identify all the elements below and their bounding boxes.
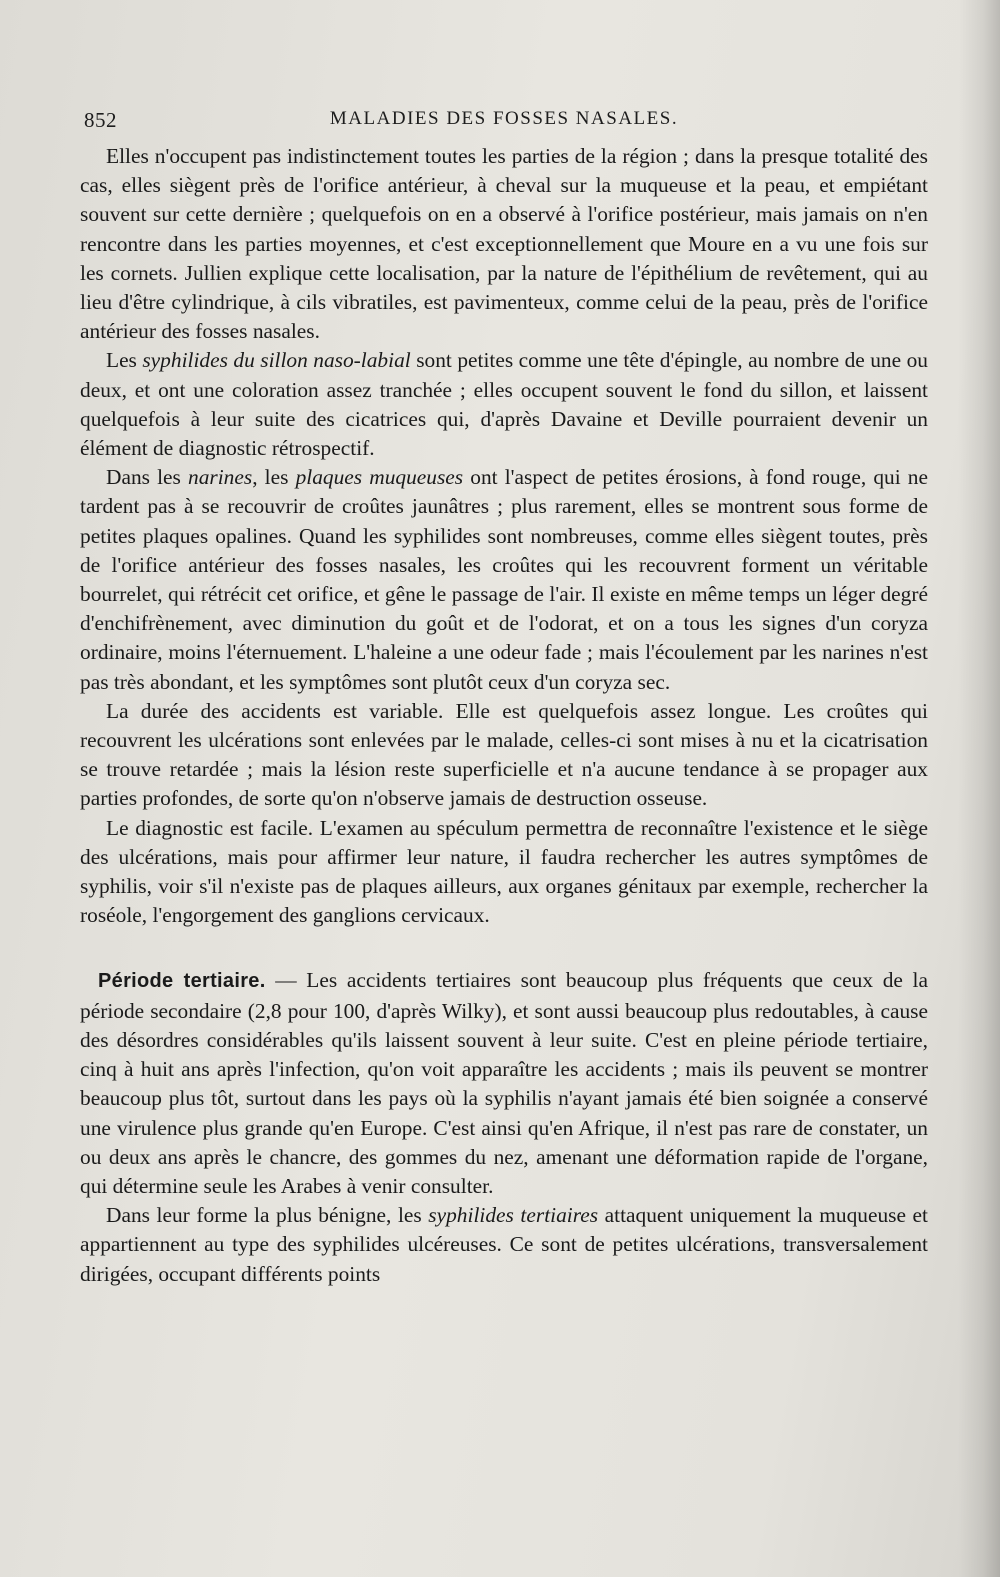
section-heading: Période tertiaire. [98,970,266,993]
paragraph: Elles n'occupent pas indistinctement toutes les parties de la région ; dans la presque totalité des cas, elles siègent près de l'orifice antérieur, à cheval sur la muqueuse et la peau, et empiétant souvent sur cette dernière ; quelquefois on en a observé à l'orifice postérieur, mais jamais on n'en rencontre dans les parties moyennes, et c'est exceptionnellement que Moure en a vu une fois sur les cornets. Jullien explique cette localisation, par la nature de l'épithélium de revêtement, qui au lieu d'être cylindrique, à cils vibratiles, est pavimenteux, comme celui de la peau, près de l'orifice antérieur des fosses nasales. [80,144,928,344]
paragraph: Le diagnostic est facile. L'examen au spéculum permettra de reconnaître l'existence et le siège des ulcérations, mais pour affirmer leur nature, il faudra rechercher les autres symptômes de syphilis, voir s'il n'existe pas de plaques ailleurs, aux organes génitaux par exemple, rechercher la roséole, l'engorgement des ganglions cervicaux. [80,815,928,928]
paragraph-text: , les [252,465,296,490]
page-header [84,108,924,142]
paragraph: La durée des accidents est variable. Elle est quelquefois assez longue. Les croûtes qui recouvrent les ulcérations sont enlevées par le malade, celles-ci sont mises à nu et la cicatrisation se trouve retardée ; mais la lésion reste superficielle et n'a aucune tendance à se propager aux parties profondes, de sorte qu'on n'observe jamais de destruction osseuse. [80,698,928,811]
running-title: MALADIES DES FOSSES NASALES. [329,108,679,129]
paragraph-text: attaquent uniquement la muqueuse et appartiennent au type des syphilides ulcéreuses. Ce sont de petites ulcérations, transversalement dirigées, occupant différents points [80,1203,928,1286]
paragraph-text: Dans les [106,465,188,490]
page-edge-shadow [958,0,1000,1577]
section-paragraph [80,966,928,1201]
paragraph [80,463,928,697]
body-text [80,142,928,1289]
paragraph-text: Les [106,348,143,373]
page-number: 852 [84,108,117,132]
italic-term: plaques muqueuses [295,465,464,490]
italic-term: narines [188,465,253,490]
paragraph-text: Dans leur forme la plus bénigne, les [106,1203,429,1228]
paragraph [80,346,928,463]
paragraph-text: — Les accidents tertiaires sont beaucoup plus fréquents que ceux de la période secondaire (2,8 pour 100, d'après Wilky), et sont aussi beaucoup plus redoutables, à cause des désordres considérables qu'ils laissent souvent à leur suite. C'est en pleine période tertiaire, cinq à huit ans après l'infection, qu'on voit apparaître les accidents ; mais ils peuvent se montrer beaucoup plus tôt, surtout dans les pays où la syphilis n'ayant jamais été bien soignée a conservé une virulence plus grande qu'en Europe. C'est ainsi qu'en Afrique, il n'est pas rare de constater, un ou deux ans après le chancre, des gommes du nez, amenant une déformation rapide de l'organe, qui détermine seule les Arabes à venir consulter. [80,968,928,1198]
italic-term: syphilides du sillon naso-labial [142,348,411,373]
italic-term: syphilides tertiaires [428,1203,599,1228]
paragraph-text: ont l'aspect de petites érosions, à fond rouge, qui ne tardent pas à se recouvrir de croûtes jaunâtres ; plus rarement, elles se montrent sous forme de petites plaques opalines. Quand les syphilides sont nombreuses, comme elles siègent toutes, près de l'orifice antérieur des fosses nasales, les croûtes qui les recouvrent forment un véritable bourrelet, qui rétrécit cet orifice, et gêne le passage de l'air. Il existe en même temps un léger degré d'enchifrènement, avec diminution du goût et de l'odorat, et on a tous les signes d'un coryza ordinaire, moins l'éternuement. L'haleine a une odeur fade ; mais l'écoulement par les narines n'est pas très abondant, et les symptômes sont plutôt ceux d'un coryza sec. [80,465,928,694]
paragraph-text: sont petites comme une tête d'épingle, au nombre de une ou deux, et ont une coloration assez tranchée ; elles occupent souvent le fond du sillon, et laissent quelquefois à leur suite des cicatrices qui, d'après Davaine et Deville pourraient devenir un élément de diagnostic rétrospectif. [80,348,928,461]
paragraph [80,1201,928,1289]
